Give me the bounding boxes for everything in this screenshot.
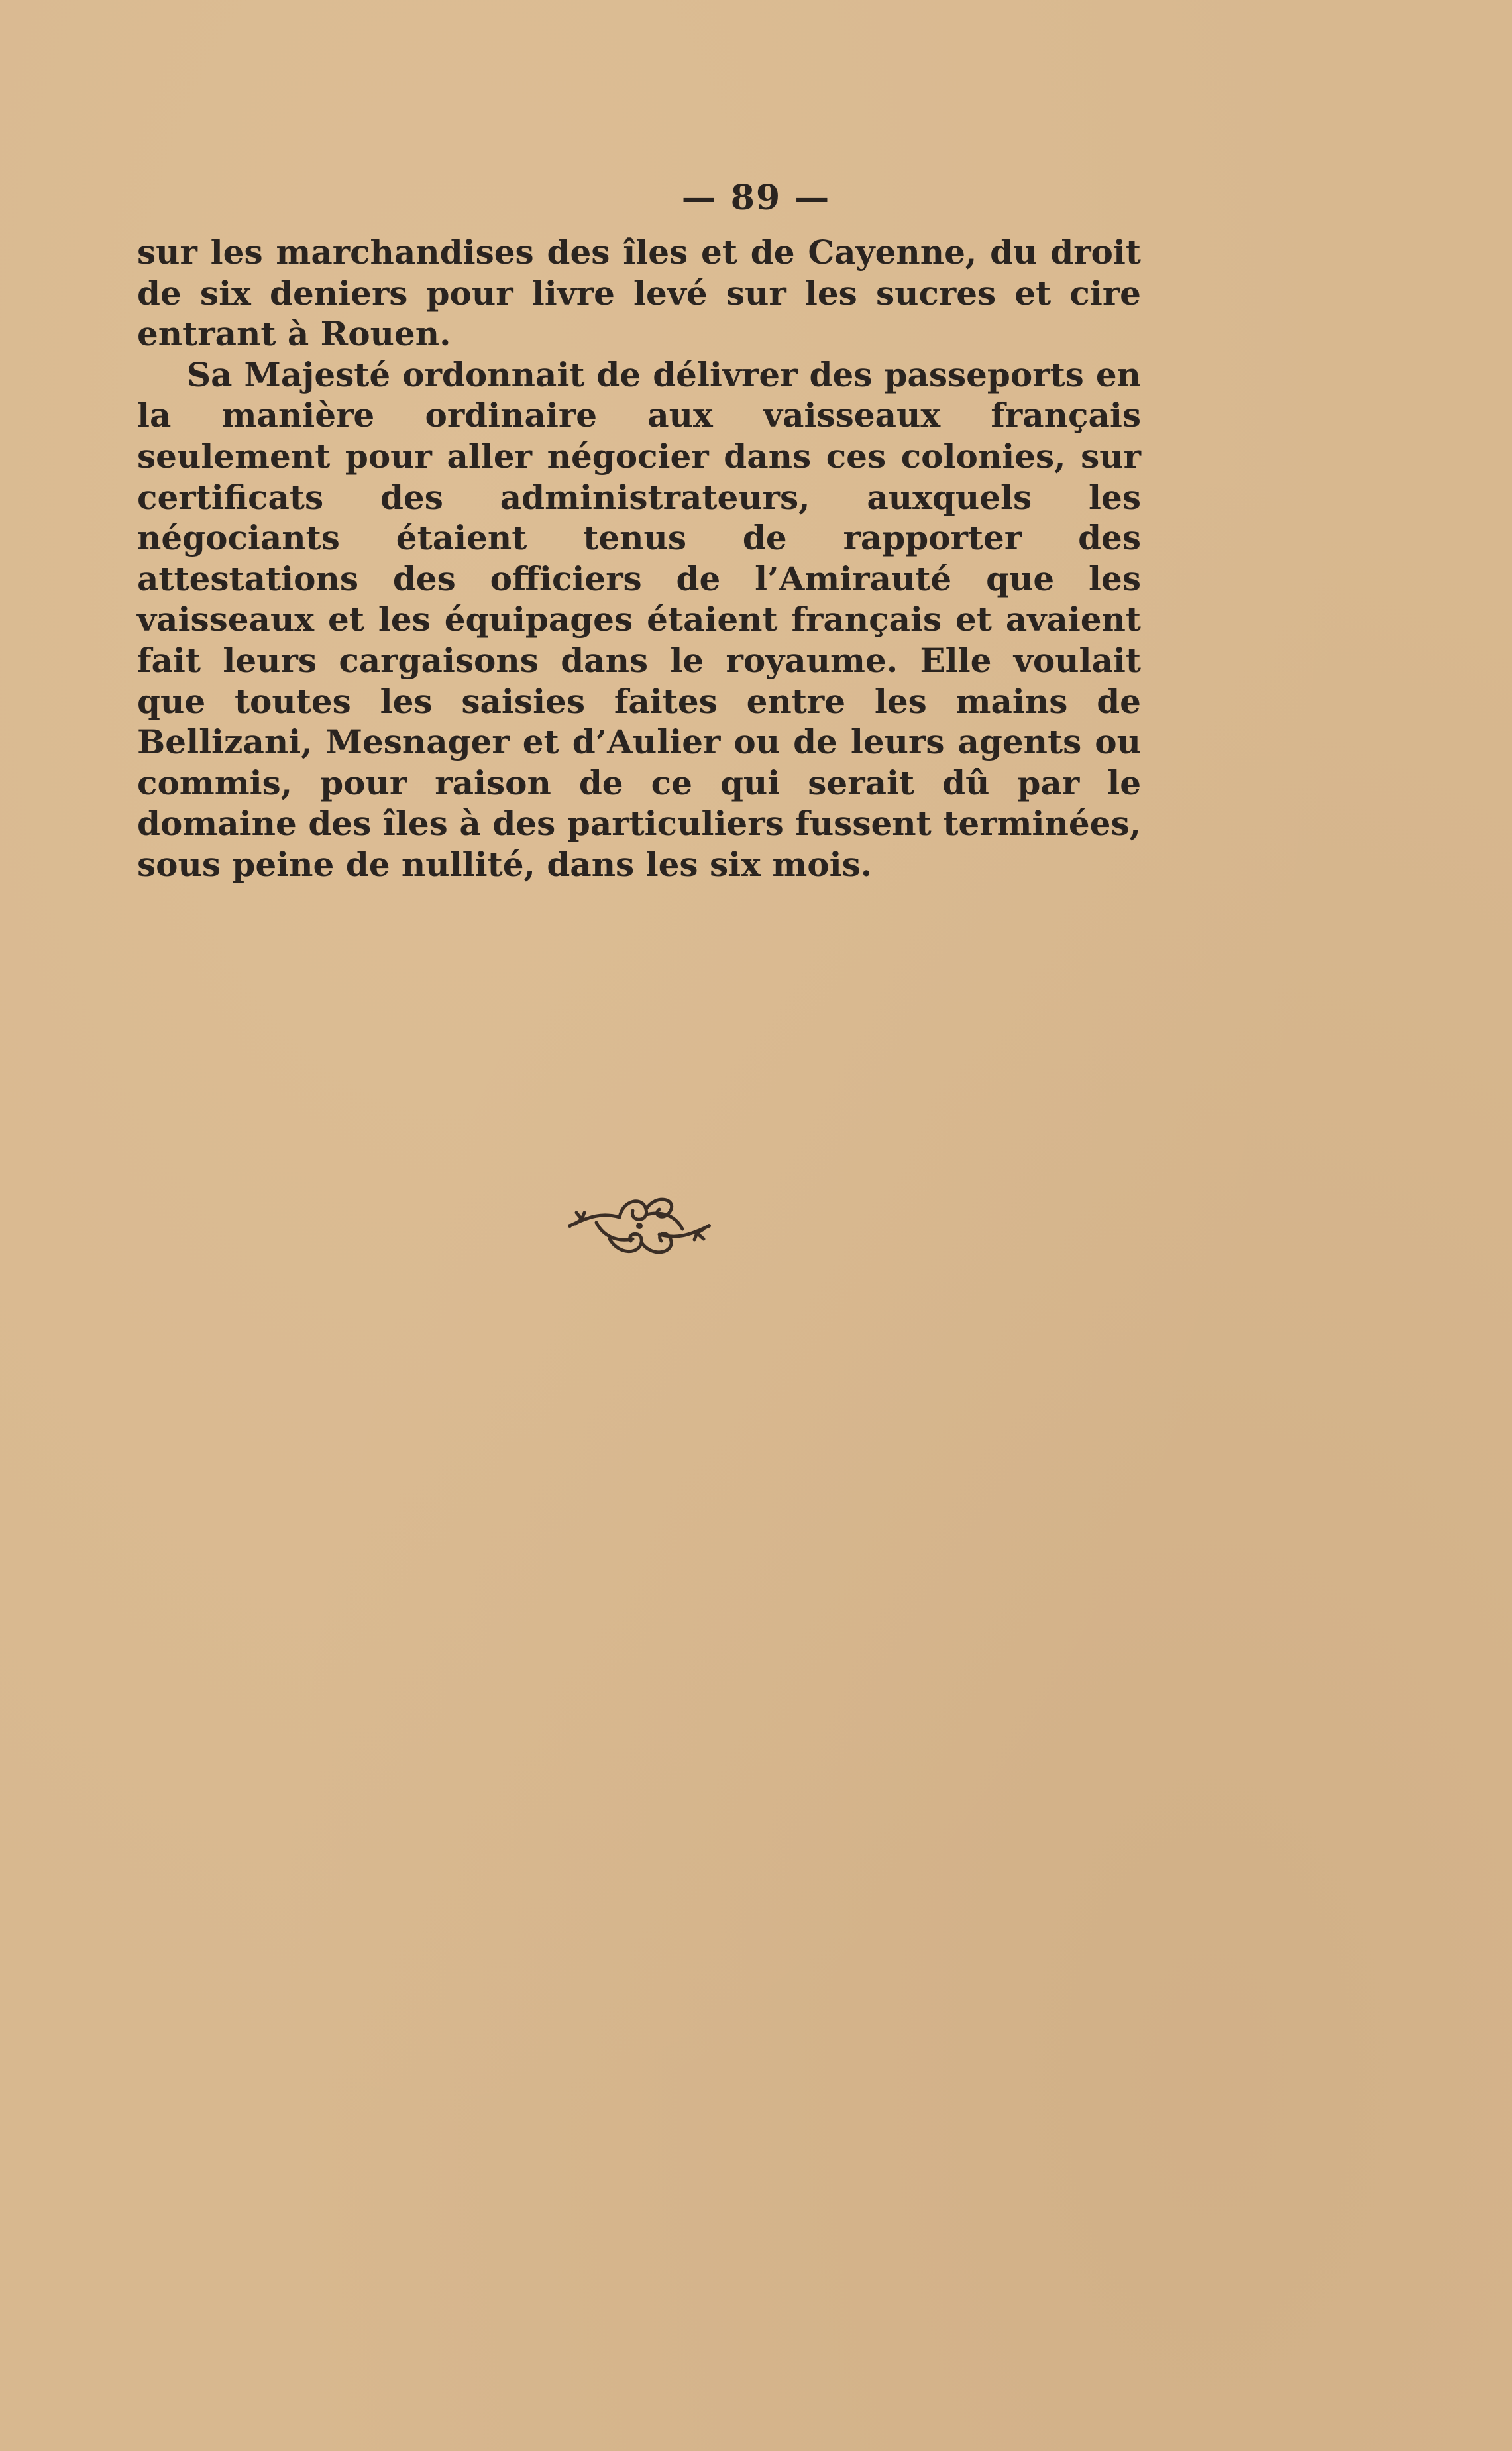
fleuron-ornament-icon [557,1176,722,1276]
paragraph-passeports: Sa Majesté ordonnait de délivrer des passeports en la manière ordinaire aux vaisseaux français seulement pour aller négocier dans ces colonies, sur certificats des administrateurs, auxquels les négociants étaient tenus de rapporter des attestations des officiers de l’Amirauté que les vaisseaux et les équipages étaient français et avaient fait leurs cargaisons dans le royaume. Elle voulait que toutes les saisies faites entre les mains de Bellizani, Mesnager et d’Aulier ou de leurs agents ou commis, pour raison de ce qui serait dû par le domaine des îles à des particuliers fussent terminées, sous peine de nullité, dans les six mois. [137,354,1141,884]
paragraph-continuation: sur les marchandises des îles et de Cayenne, du droit de six deniers pour livre levé sur les sucres et cire entrant à Rouen. [137,233,1141,354]
page-number: — 89 — [681,178,831,218]
body-text [137,232,1141,885]
